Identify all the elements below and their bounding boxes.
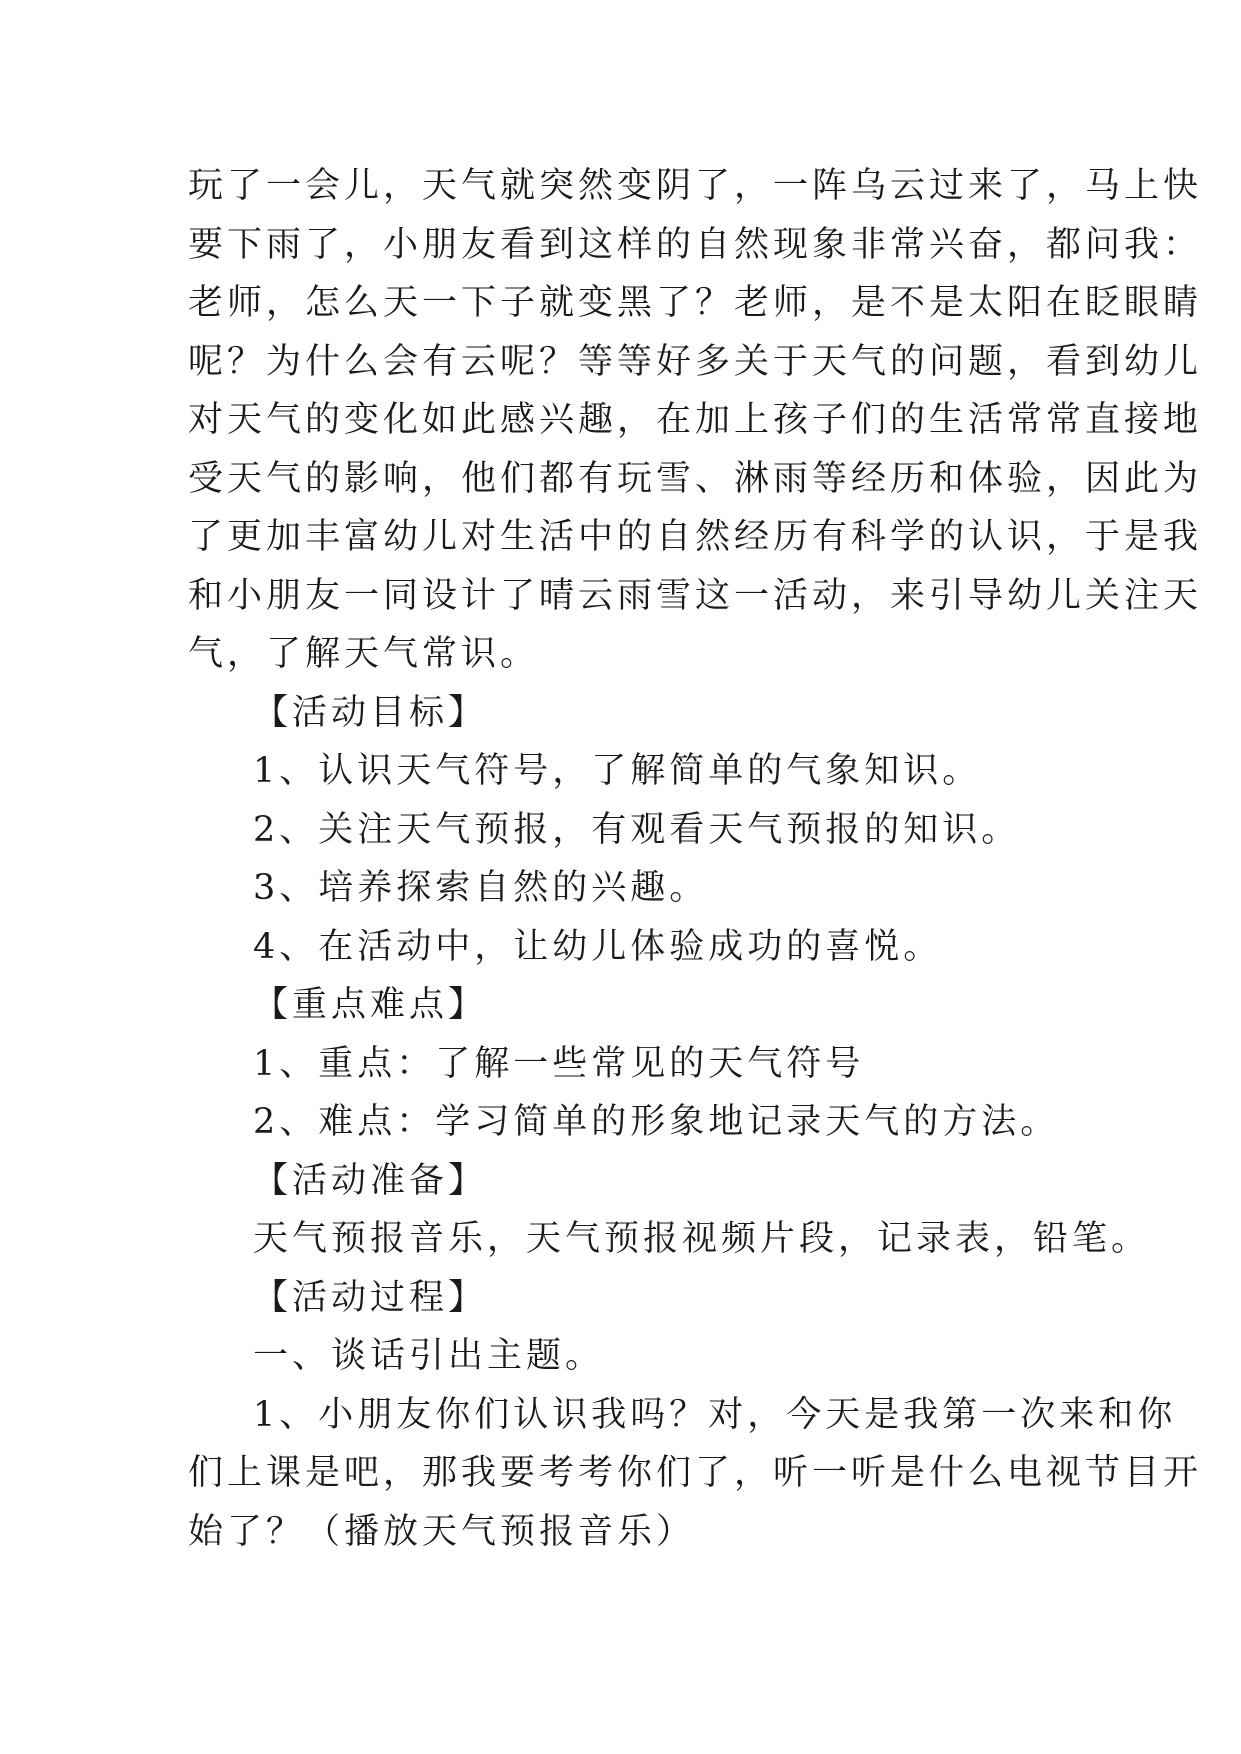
intro-line-2: 要下雨了，小朋友看到这样的自然现象非常兴奋，都问我： — [188, 224, 1203, 265]
intro-line-4: 呢？为什么会有云呢？等等好多关于天气的问题，看到幼儿 — [188, 341, 1203, 382]
intro-line-9: 气，了解天气常识。 — [188, 634, 540, 674]
intro-line-3: 老师，怎么天一下子就变黑了？老师，是不是太阳在眨眼睛 — [188, 283, 1203, 323]
preparation-heading: 【活动准备】 — [253, 1160, 488, 1201]
intro-line-5: 对天气的变化如此感兴趣，在加上孩子们的生活常常直接地 — [188, 400, 1203, 440]
process-line-1: 1、小朋友你们认识我吗？对，今天是我第一次来和你 — [253, 1394, 1177, 1435]
process-line-3: 始了？（播放天气预报音乐） — [188, 1511, 696, 1552]
intro-line-1: 玩了一会儿，天气就突然变阴了，一阵乌云过来了，马上快 — [188, 166, 1203, 206]
process-step-1: 一、谈话引出主题。 — [253, 1336, 605, 1376]
goal-item-4: 4、在活动中，让幼儿体验成功的喜悦。 — [253, 926, 943, 967]
preparation-text: 天气预报音乐，天气预报视频片段，记录表，铅笔。 — [253, 1219, 1151, 1259]
goal-item-3: 3、培养探索自然的兴趣。 — [253, 868, 709, 908]
goal-item-2: 2、关注天气预报，有观看天气预报的知识。 — [253, 809, 1021, 850]
goal-item-1: 1、认识天气符号，了解简单的气象知识。 — [253, 751, 982, 791]
process-heading: 【活动过程】 — [253, 1277, 488, 1318]
intro-line-8: 和小朋友一同设计了晴云雨雪这一活动，来引导幼儿关注天 — [188, 575, 1203, 616]
document-body — [188, 157, 1203, 1561]
key-point-item-2: 2、难点：学习简单的形象地记录天气的方法。 — [253, 1102, 1060, 1142]
goals-heading: 【活动目标】 — [253, 692, 488, 733]
key-point-item-1: 1、重点：了解一些常见的天气符号 — [253, 1043, 865, 1084]
intro-line-6: 受天气的影响，他们都有玩雪、淋雨等经历和体验，因此为 — [188, 458, 1203, 499]
process-line-2: 们上课是吧，那我要考考你们了，听一听是什么电视节目开 — [188, 1453, 1203, 1493]
key-points-heading: 【重点难点】 — [253, 985, 488, 1025]
intro-line-7: 了更加丰富幼儿对生活中的自然经历有科学的认识，于是我 — [188, 517, 1203, 557]
